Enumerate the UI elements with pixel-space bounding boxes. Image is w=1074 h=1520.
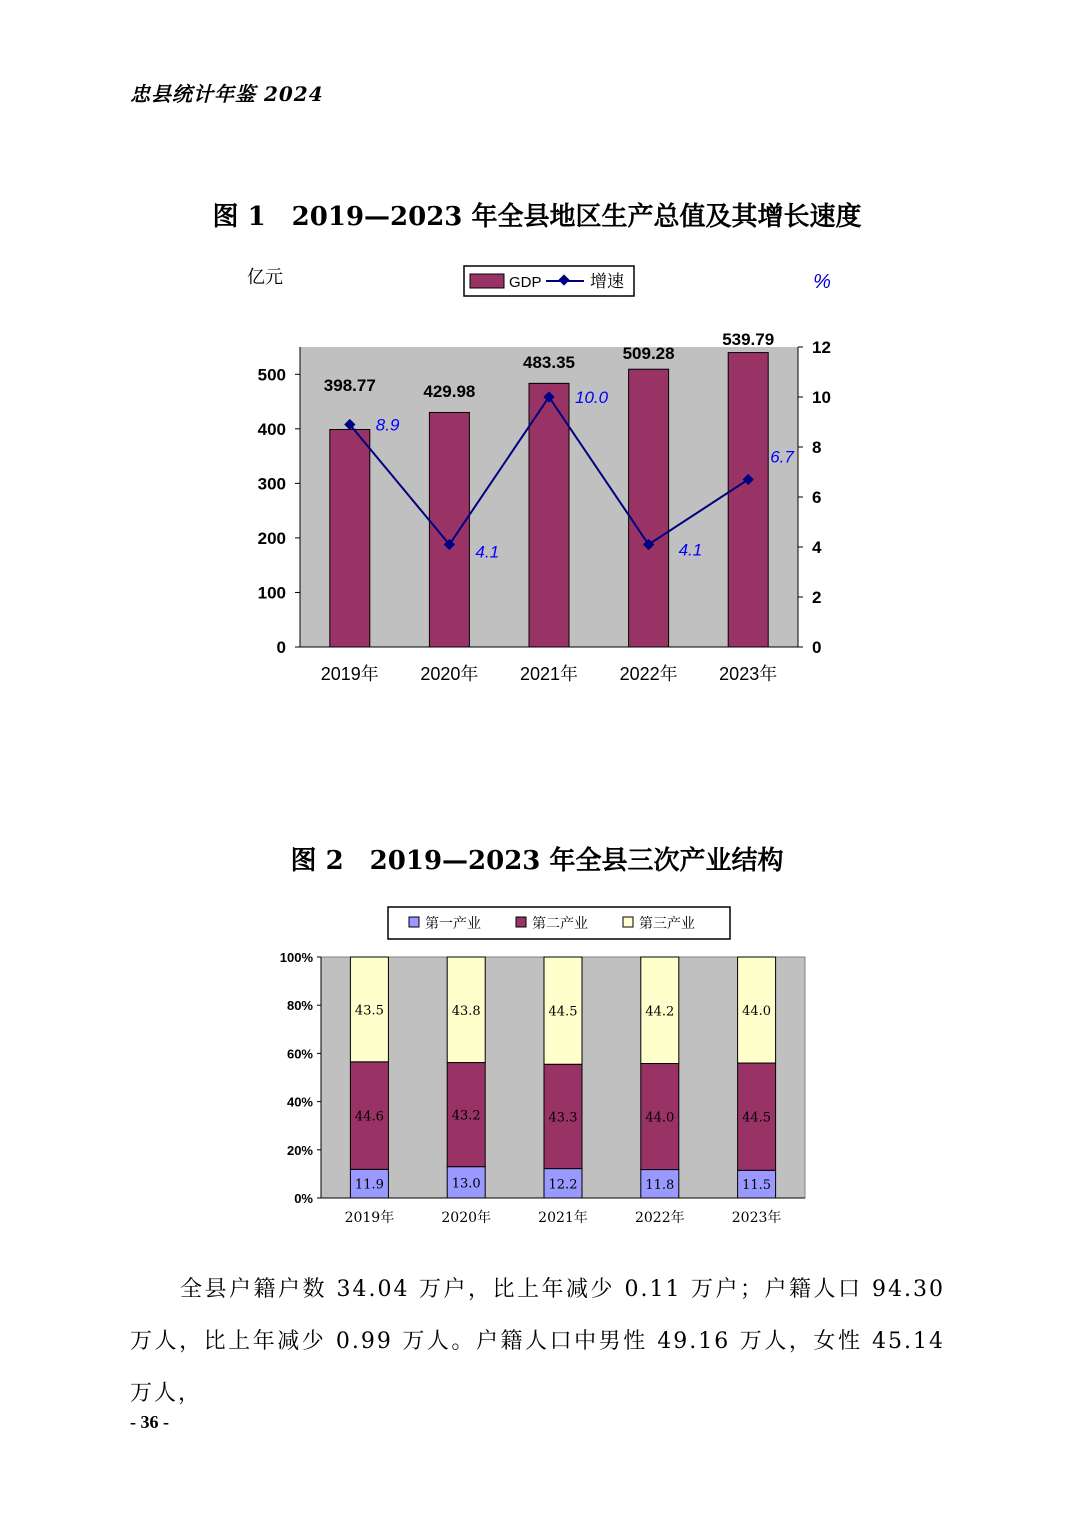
segment-label: 43.5 <box>354 1003 384 1019</box>
legend-label: 第三产业 <box>639 916 695 932</box>
segment-label: 44.5 <box>548 1004 578 1020</box>
legend-gdp-swatch <box>470 274 504 288</box>
x-tick-label: 2022年 <box>634 1210 685 1226</box>
segment-label: 44.0 <box>742 1004 772 1020</box>
yearbook-header: 忠县统计年鉴 2024 <box>130 82 324 106</box>
left-tick-label: 100 <box>257 583 286 603</box>
segment-label: 11.8 <box>645 1177 675 1193</box>
body-paragraph: 全县户籍户数 34.04 万户，比上年减少 0.11 万户；户籍人口 94.30 万人，比上年减少 0.99 万人。户籍人口中男性 49.16 万人，女性 45.14 万人， <box>130 1277 945 1406</box>
x-tick-label: 2023年 <box>719 664 778 684</box>
segment-label: 43.8 <box>451 1003 481 1019</box>
gdp-bar <box>629 369 669 647</box>
right-tick-label: 2 <box>812 588 822 607</box>
x-tick-label: 2023年 <box>731 1210 782 1226</box>
gdp-bar <box>529 383 569 647</box>
segment-label: 43.2 <box>451 1108 481 1124</box>
figure1-title: 图 1 2019—2023 年全县地区生产总值及其增长速度 <box>212 202 862 232</box>
x-tick-label: 2020年 <box>420 664 479 684</box>
segment-label: 12.2 <box>548 1177 578 1193</box>
page-number: - 36 - <box>130 1412 169 1432</box>
y-tick-label: 0% <box>294 1191 313 1206</box>
segment-label: 11.5 <box>742 1178 772 1194</box>
gdp-data-label: 483.35 <box>523 353 575 372</box>
left-tick-label: 0 <box>276 638 286 657</box>
growth-rate-label: 4.1 <box>678 540 703 560</box>
y-tick-label: 40% <box>286 1094 313 1110</box>
growth-rate-label: 4.1 <box>475 542 500 562</box>
x-tick-label: 2022年 <box>619 664 678 684</box>
left-tick-label: 500 <box>257 365 286 385</box>
right-tick-label: 6 <box>812 488 822 507</box>
segment-label: 43.3 <box>548 1110 578 1126</box>
legend-swatch <box>516 917 526 927</box>
left-tick-label: 300 <box>257 474 286 494</box>
gdp-data-label: 429.98 <box>423 382 476 401</box>
right-tick-label: 8 <box>812 438 822 457</box>
segment-label: 44.0 <box>645 1110 675 1126</box>
left-axis-unit: 亿元 <box>247 267 283 287</box>
gdp-data-label: 509.28 <box>622 344 675 363</box>
segment-label: 11.9 <box>354 1177 384 1193</box>
legend-gdp-label: GDP <box>509 274 542 291</box>
legend-label: 第二产业 <box>532 916 588 932</box>
right-tick-label: 12 <box>812 338 831 357</box>
legend-swatch <box>623 917 633 927</box>
y-tick-label: 80% <box>286 998 313 1014</box>
segment-label: 13.0 <box>451 1176 481 1192</box>
x-tick-label: 2019年 <box>320 664 379 684</box>
x-tick-label: 2020年 <box>441 1210 492 1226</box>
legend-rate-label: 增速 <box>590 272 624 291</box>
y-tick-label: 20% <box>286 1142 313 1158</box>
segment-label: 44.6 <box>354 1109 384 1125</box>
figure2-title: 图 2 2019—2023 年全县三次产业结构 <box>290 846 784 876</box>
legend-label: 第一产业 <box>425 916 481 932</box>
x-tick-label: 2021年 <box>538 1210 588 1226</box>
growth-rate-label: 10.0 <box>575 388 609 407</box>
right-tick-label: 10 <box>812 388 831 407</box>
gdp-data-label: 539.79 <box>722 330 775 349</box>
growth-rate-label: 6.7 <box>770 447 794 467</box>
left-tick-label: 200 <box>257 528 286 548</box>
gdp-growth-chart <box>0 255 1074 715</box>
y-tick-label: 60% <box>286 1046 313 1062</box>
gdp-bar <box>330 429 370 647</box>
growth-rate-label: 8.9 <box>375 415 400 435</box>
right-axis-unit: % <box>813 271 831 293</box>
y-tick-label: 100% <box>279 950 313 965</box>
segment-label: 44.2 <box>645 1004 675 1020</box>
gdp-bar <box>728 353 768 647</box>
right-tick-label: 4 <box>812 538 822 557</box>
x-tick-label: 2019年 <box>344 1210 395 1226</box>
gdp-data-label: 398.77 <box>323 376 376 395</box>
right-tick-label: 0 <box>812 638 822 657</box>
industry-structure-chart <box>0 900 1074 1240</box>
x-tick-label: 2021年 <box>519 664 579 684</box>
segment-label: 44.5 <box>742 1110 772 1126</box>
legend-swatch <box>409 917 419 927</box>
left-tick-label: 400 <box>257 419 286 439</box>
gdp-bar <box>429 412 469 647</box>
